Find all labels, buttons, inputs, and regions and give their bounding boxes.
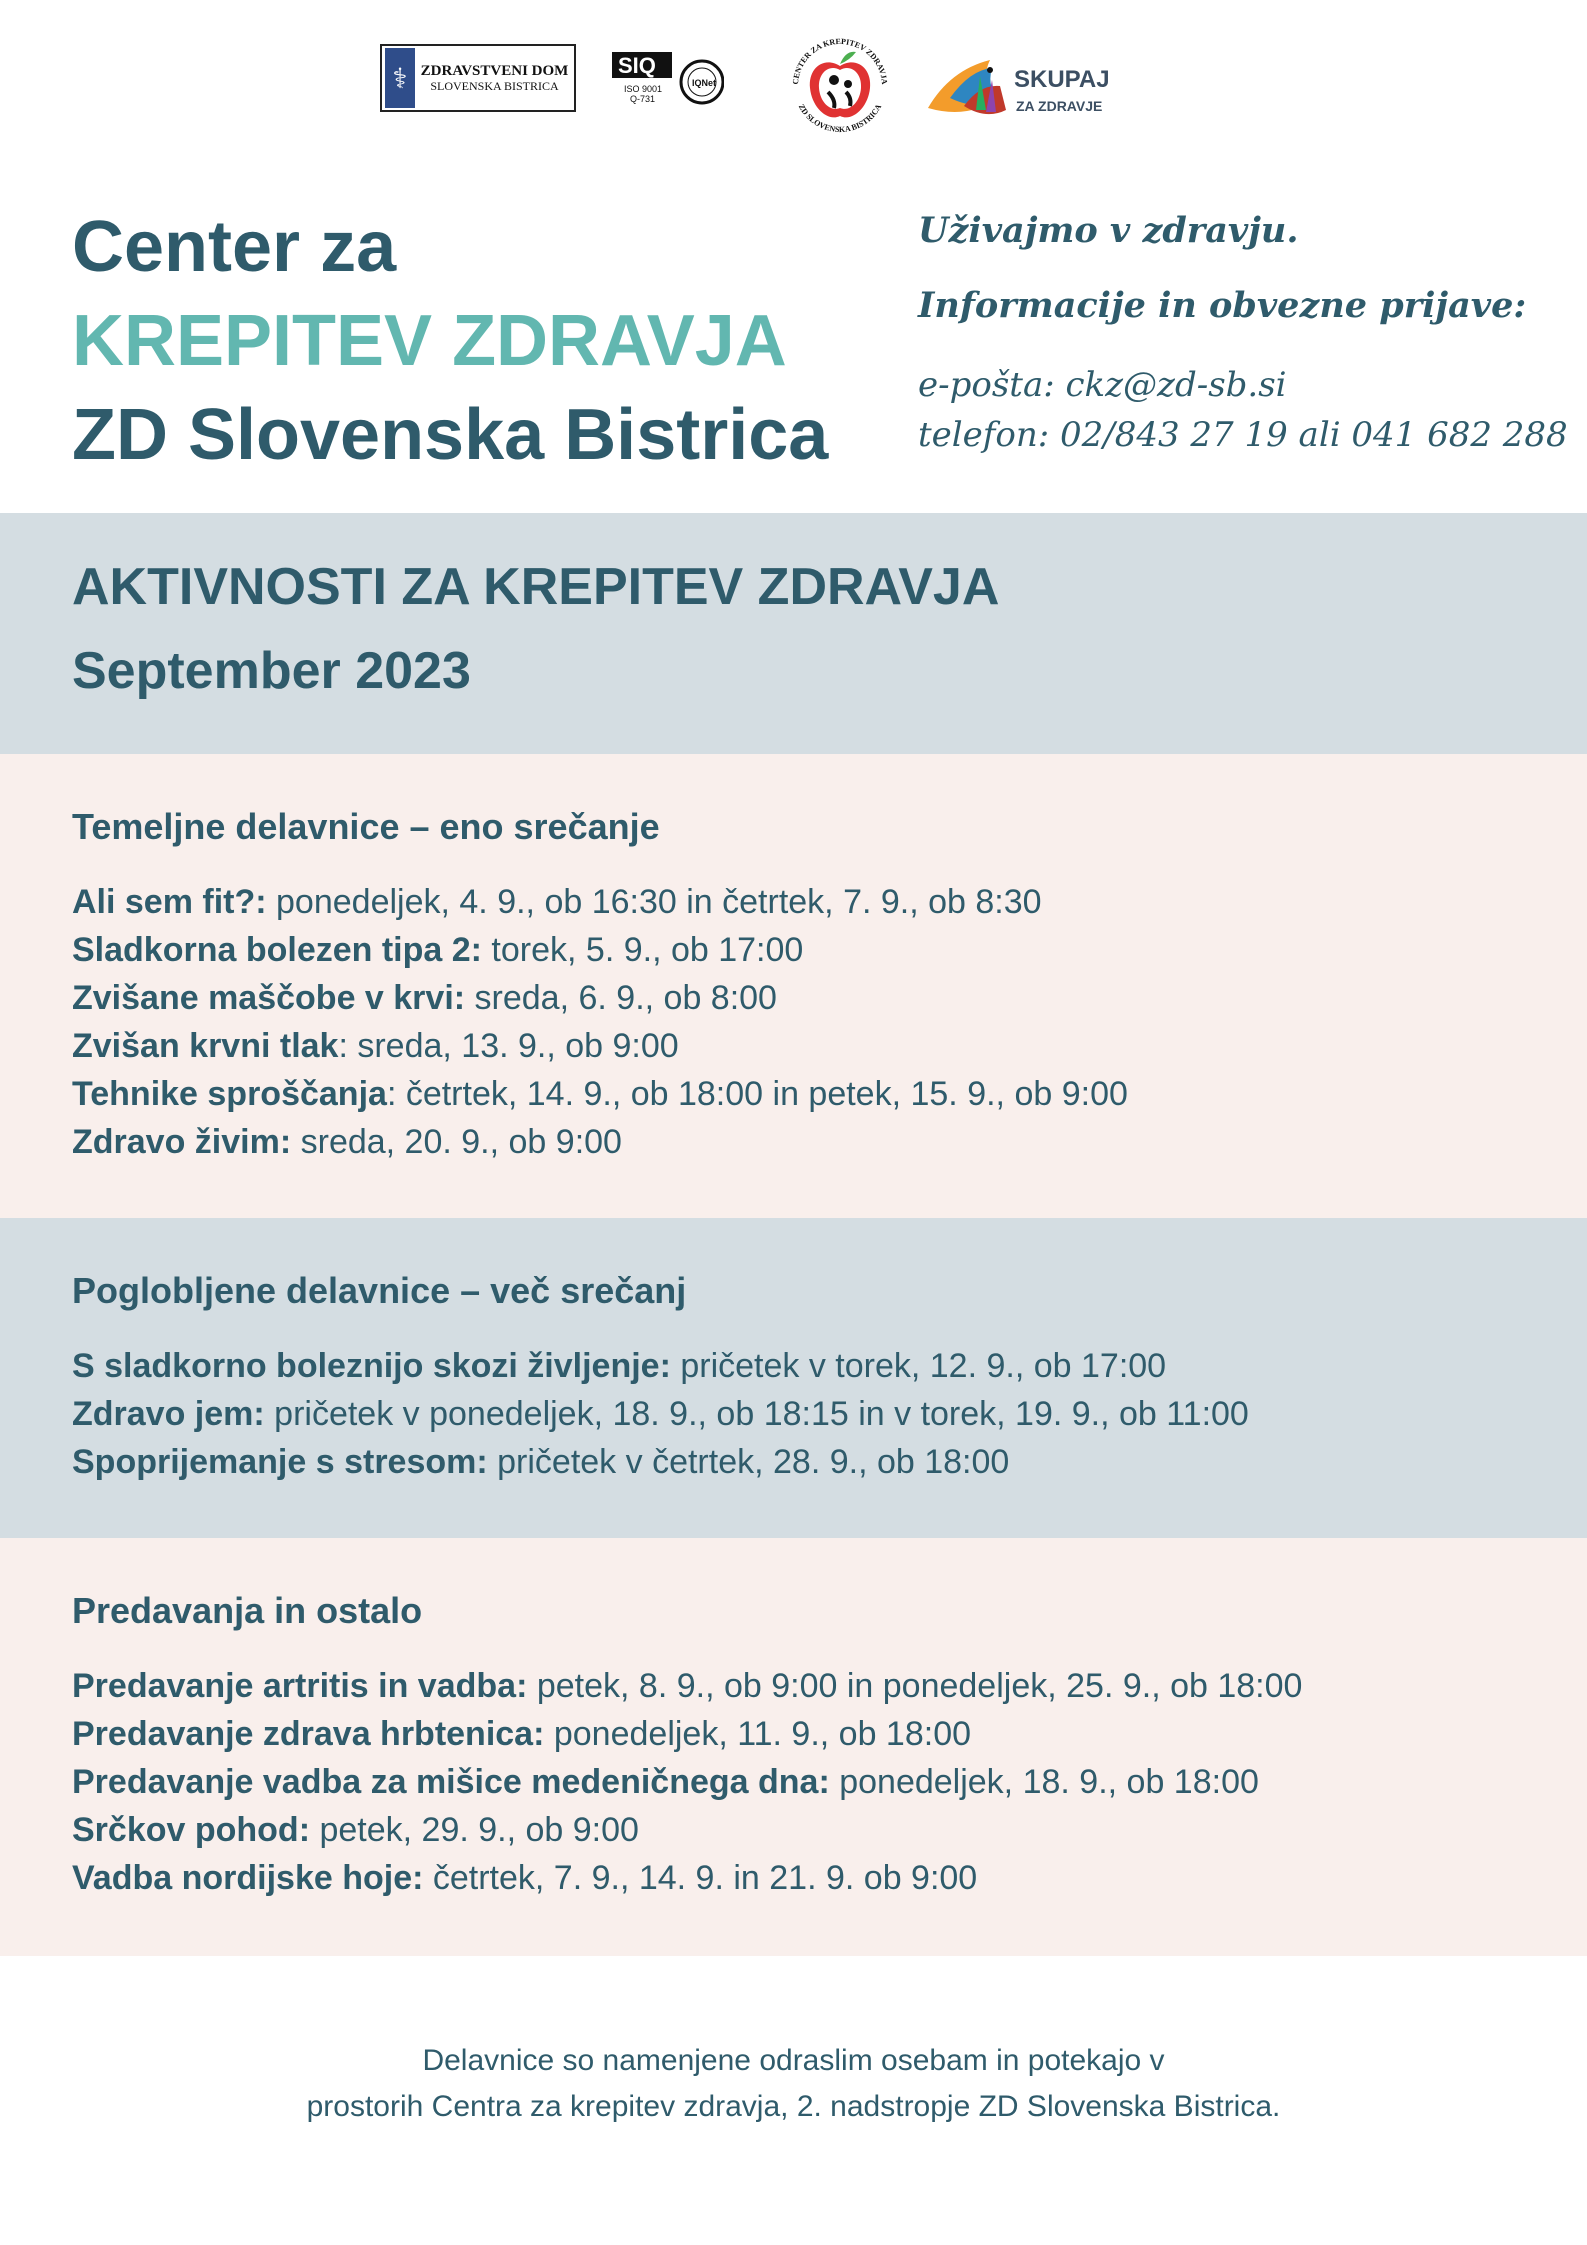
list-item — [72, 926, 1128, 974]
apple-family-icon — [784, 30, 896, 142]
list-item — [72, 1758, 1302, 1806]
footer-line1: Delavnice so namenjene odraslim osebam in potekajo v — [422, 2044, 1165, 2077]
list-item — [72, 1022, 1128, 1070]
email-line: e-pošta: ckz@zd-sb.si — [918, 365, 1287, 405]
section-title: Poglobljene delavnice – več srečanj — [72, 1270, 687, 1311]
info-heading: Informacije in obvezne prijave: — [918, 285, 1527, 326]
title-line1: Center za — [72, 207, 397, 287]
section-advanced-workshops — [0, 1218, 1587, 1538]
activities-heading: AKTIVNOSTI ZA KREPITEV ZDRAVJA — [72, 558, 1000, 616]
item-value: ponedeljek, 18. 9., ob 18:00 — [829, 1763, 1259, 1801]
month-heading: September 2023 — [72, 642, 471, 700]
title-line2: KREPITEV ZDRAVJA — [72, 301, 787, 381]
list-item — [72, 878, 1128, 926]
iso-line2: Q-731 — [630, 94, 656, 104]
item-value: : sreda, 13. 9., ob 9:00 — [338, 1027, 679, 1065]
ckz-ring-top-text: CENTER ZA KREPITEV ZDRAVJA — [790, 36, 890, 85]
item-value: petek, 8. 9., ob 9:00 in ponedeljek, 25. 9., ob 18:00 — [527, 1667, 1303, 1705]
item-value: četrtek, 7. 9., 14. 9. in 21. 9. ob 9:00 — [423, 1859, 978, 1897]
item-key: Zvišane maščobe v krvi: — [72, 979, 466, 1017]
item-key: Predavanje zdrava hrbtenica: — [72, 1715, 545, 1753]
footer-note — [0, 2038, 1587, 2130]
item-key: Spoprijemanje s stresom: — [72, 1443, 488, 1481]
bird-icon — [920, 50, 1010, 130]
caduceus-icon: ⚕ — [385, 48, 415, 108]
item-key: Srčkov pohod: — [72, 1811, 311, 1849]
section-title: Predavanja in ostalo — [72, 1590, 423, 1631]
phone-line: telefon: 02/843 27 19 ali 041 682 288 — [918, 415, 1568, 455]
list-item — [72, 1710, 1302, 1758]
item-key: Sladkorna bolezen tipa 2: — [72, 931, 482, 969]
zd-slovenska-bistrica-logo — [380, 44, 576, 112]
skupaj-za-zdravje-logo — [920, 44, 1120, 134]
tagline: Uživajmo v zdravju. — [918, 210, 1299, 251]
item-key: Tehnike sproščanja — [72, 1075, 387, 1113]
section-title: Temeljne delavnice – eno srečanje — [72, 806, 660, 847]
siq-iso-certification-icon — [612, 48, 724, 116]
zd-logo-line1: ZDRAVSTVENI DOM — [420, 62, 569, 79]
list-item — [72, 1806, 1302, 1854]
item-value: sreda, 6. 9., ob 8:00 — [465, 979, 777, 1017]
item-key: Ali sem fit?: — [72, 883, 267, 921]
siq-mark: SIQ — [618, 53, 656, 78]
ckz-ring-bottom-text: ZD SLOVENSKA BISTRICA — [796, 102, 884, 135]
item-list — [72, 1342, 1249, 1486]
iso-line1: ISO 9001 — [624, 84, 663, 94]
item-value: ponedeljek, 11. 9., ob 18:00 — [544, 1715, 972, 1753]
item-key: Zvišan krvni tlak — [72, 1027, 339, 1065]
list-item — [72, 1390, 1249, 1438]
activities-header-band — [0, 513, 1587, 754]
item-value: : četrtek, 14. 9., ob 18:00 in petek, 15. 9., ob 9:00 — [386, 1075, 1128, 1113]
list-item — [72, 1854, 1302, 1902]
section-lectures-other — [0, 1538, 1587, 1956]
item-value: petek, 29. 9., ob 9:00 — [310, 1811, 639, 1849]
list-item — [72, 1438, 1249, 1486]
page-title — [72, 200, 828, 482]
item-key: Predavanje vadba za mišice medeničnega dna: — [72, 1763, 830, 1801]
item-value: pričetek v torek, 12. 9., ob 17:00 — [670, 1347, 1167, 1385]
item-list — [72, 1662, 1302, 1902]
list-item — [72, 974, 1128, 1022]
item-key: Predavanje artritis in vadba: — [72, 1667, 528, 1705]
list-item — [72, 1342, 1249, 1390]
list-item — [72, 1662, 1302, 1710]
item-key: S sladkorno boleznijo skozi življenje: — [72, 1347, 671, 1385]
list-item — [72, 1070, 1128, 1118]
item-value: torek, 5. 9., ob 17:00 — [481, 931, 804, 969]
logo-row — [0, 30, 1587, 170]
item-value: ponedeljek, 4. 9., ob 16:30 in četrtek, 7. 9., ob 8:30 — [266, 883, 1042, 921]
item-value: sreda, 20. 9., ob 9:00 — [291, 1123, 622, 1161]
skupaj-line1: SKUPAJ — [1014, 66, 1110, 93]
zd-logo-line2: SLOVENSKA BISTRICA — [430, 78, 559, 93]
item-value: pričetek v ponedeljek, 18. 9., ob 18:15 in v torek, 19. 9., ob 11:00 — [264, 1395, 1249, 1433]
iqnet-mark: IQNet — [692, 78, 717, 88]
list-item — [72, 1118, 1128, 1166]
item-value: pričetek v četrtek, 28. 9., ob 18:00 — [487, 1443, 1010, 1481]
footer-line2: prostorih Centra za krepitev zdravja, 2. nadstropje ZD Slovenska Bistrica. — [306, 2090, 1281, 2123]
skupaj-line2: ZA ZDRAVJE — [1016, 98, 1103, 114]
item-list — [72, 878, 1128, 1166]
item-key: Zdravo jem: — [72, 1395, 265, 1433]
item-key: Vadba nordijske hoje: — [72, 1859, 424, 1897]
item-key: Zdravo živim: — [72, 1123, 292, 1161]
title-line3: ZD Slovenska Bistrica — [72, 395, 829, 475]
section-basic-workshops — [0, 754, 1587, 1218]
